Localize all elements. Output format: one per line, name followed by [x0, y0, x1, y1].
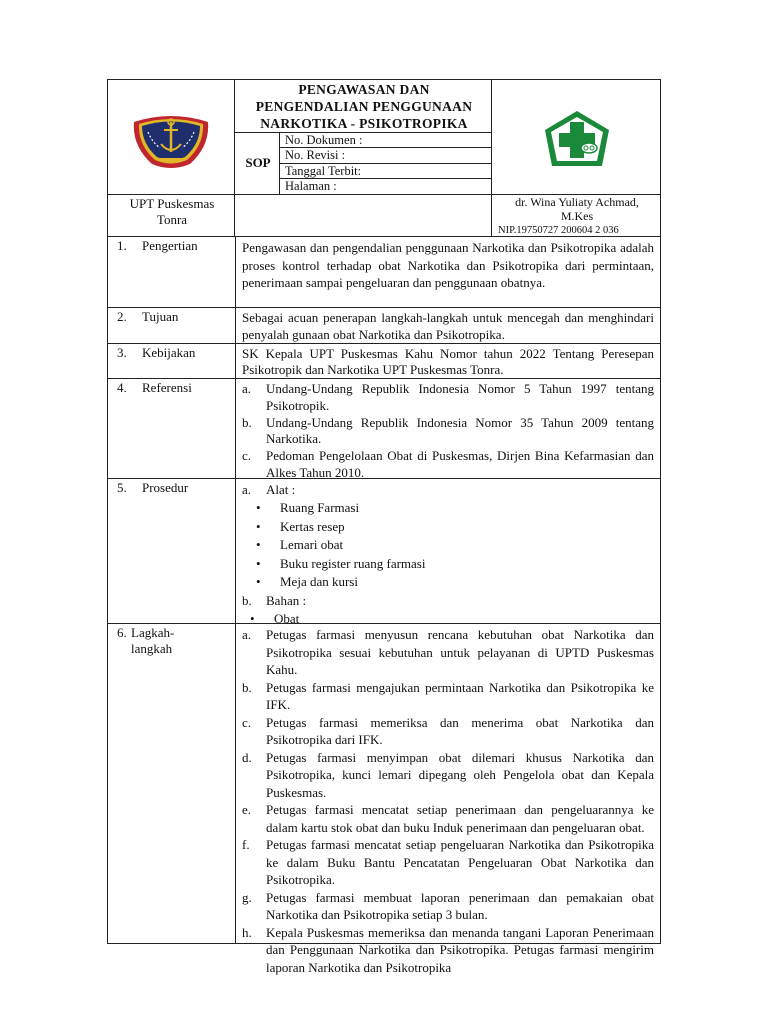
list-text: Petugas farmasi mencatat setiap penerimaan dan pengeluarannya ke dalam kartu stok obat dan buku Induk penerimaan dan pengeluaran obat. [266, 802, 654, 835]
list-text: Kepala Puskesmas memeriksa dan menanda tangani Laporan Penerimaan dan Penggunaan Narkotika dan Psikotropika. Petugas farmasi mengirim laporan Narkotika dan Psikotropika [266, 924, 654, 975]
section-text: Pengawasan dan pengendalian penggunaan Narkotika dan Psikotropika adalah proses kontrol terhadap obat Narkotika dan Psikotropika dari permintaan, penerimaan sampai pengeluaran dan penggunaan obatnya. [235, 237, 660, 307]
title-line: NARKOTIKA - PSIKOTROPIKA [260, 116, 468, 131]
bullet-icon: • [256, 574, 261, 589]
section-label [108, 308, 234, 325]
bullet-item [242, 573, 654, 592]
procedure-list [235, 479, 660, 626]
regional-emblem-logo [130, 108, 212, 172]
sop-body-table [107, 236, 661, 975]
list-text: Petugas farmasi mencatat setiap pengeluaran Narkotika dan Psikotropika ke dalam Buku Bantu Pencatatan Pengeluaran Obat Narkotika dan Psikotropika. [266, 837, 654, 887]
list-item [242, 924, 654, 977]
signer-degree: M.Kes [560, 209, 594, 223]
list-item [242, 626, 654, 679]
bullet-text: Lemari obat [280, 537, 344, 552]
list-item [242, 836, 654, 889]
list-item [242, 801, 654, 836]
list-item [242, 448, 654, 482]
bullet-item [242, 499, 654, 518]
section-referensi [108, 378, 660, 478]
list-item [242, 889, 654, 924]
bullet-text: Buku register ruang farmasi [280, 555, 426, 571]
section-title: langkah [131, 641, 173, 656]
list-marker: e. [242, 802, 252, 817]
section-label [108, 479, 234, 496]
doc-number-field: No. Dokumen : [285, 133, 363, 147]
list-marker: b. [242, 414, 252, 430]
list-item [242, 415, 654, 449]
org-line: Tonra [156, 212, 188, 227]
signer-name: dr. Wina Yuliaty Achmad, [515, 195, 639, 209]
steps-list [235, 624, 660, 975]
list-item [242, 481, 654, 499]
list-item [242, 592, 654, 610]
list-marker: a. [242, 381, 252, 396]
list-item [242, 714, 654, 749]
sop-label: SOP [245, 155, 271, 170]
list-text: Pedoman Pengelolaan Obat di Puskesmas, Dirjen Bina Kefarmasian dan Alkes Tahun 2010. [266, 448, 654, 480]
section-label [108, 624, 234, 657]
list-item [242, 381, 654, 415]
signer-block [492, 194, 662, 238]
document-title [236, 80, 492, 132]
list-item [242, 749, 654, 802]
list-text: Undang-Undang Republik Indonesia Nomor 5 Tahun 1997 tentang Psikotropik. [266, 381, 654, 413]
section-langkah [108, 623, 660, 975]
section-pengertian [108, 236, 660, 307]
list-marker: c. [242, 448, 252, 464]
section-kebijakan [108, 343, 660, 378]
bullet-icon: • [256, 518, 261, 534]
list-marker: g. [242, 889, 252, 905]
list-text: Petugas farmasi memeriksa dan menerima obat Narkotika dan Psikotropika dari IFK. [266, 714, 654, 747]
section-label [108, 379, 234, 396]
section-tujuan [108, 307, 660, 343]
bullet-icon: • [256, 537, 261, 552]
issue-date-field: Tanggal Terbit: [285, 164, 362, 178]
section-label [108, 344, 234, 361]
list-item [242, 679, 654, 714]
bullet-text: Meja dan kursi [280, 574, 358, 589]
bullet-icon: • [256, 555, 261, 571]
list-marker: d. [242, 749, 252, 765]
bullet-item [242, 555, 654, 574]
section-number: 1. [117, 238, 127, 253]
list-marker: b. [242, 679, 252, 695]
list-text: Petugas farmasi membuat laporan penerimaan dan pemakaian obat Narkotika dan Psikotropika setiap 3 bulan. [266, 889, 654, 922]
section-number: 3. [117, 345, 127, 360]
list-marker: b. [242, 592, 252, 608]
bullet-text: Kertas resep [280, 518, 345, 534]
bullet-icon: • [256, 500, 261, 515]
section-title: Pengertian [142, 238, 198, 253]
signer-nip: NIP.19750727 200604 2 036 [498, 225, 619, 236]
title-line: PENGENDALIAN PENGGUNAAN [255, 99, 473, 114]
section-text: Sebagai acuan penerapan langkah-langkah untuk mencegah dan menghindari penyalah gunaan obat Narkotika dan Psikotropika. [235, 308, 660, 343]
list-marker: a. [242, 482, 252, 497]
page-field: Halaman : [285, 179, 337, 193]
section-text: SK Kepala UPT Puskesmas Kahu Nomor tahun 2022 Tentang Peresepan Psikotropik dan Narkotika UPT Puskesmas Tonra. [235, 344, 660, 378]
section-title: Kebijakan [142, 345, 196, 360]
revision-field: No. Revisi : [285, 148, 346, 162]
organization-name [108, 194, 236, 228]
section-number: 6. [117, 625, 127, 640]
section-number: 2. [117, 309, 127, 324]
bullet-text: Ruang Farmasi [280, 500, 360, 515]
puskesmas-logo [540, 108, 614, 174]
org-line: UPT Puskesmas [129, 196, 215, 211]
list-text: Petugas farmasi mengajukan permintaan Narkotika dan Psikotropika ke IFK. [266, 679, 654, 712]
section-title: Referensi [142, 380, 192, 395]
list-marker: a. [242, 627, 252, 642]
list-text: Bahan : [266, 592, 307, 608]
bullet-icon: • [250, 610, 255, 626]
section-title: Lagkah- [131, 625, 175, 640]
list-text: Petugas farmasi menyusun rencana kebutuhan obat Narkotika dan Psikotropika sesuai kebutuhan untuk pelayanan di UPTD Puskesmas Kahu. [266, 627, 654, 677]
section-number: 5. [117, 480, 127, 495]
list-marker: c. [242, 714, 252, 730]
sop-header-table [107, 79, 661, 237]
list-text: Alat : [266, 482, 296, 497]
bullet-item [242, 518, 654, 537]
bullet-text: Obat [274, 610, 300, 626]
title-line: PENGAWASAN DAN [298, 82, 430, 97]
list-marker: f. [242, 837, 250, 852]
section-label [108, 237, 234, 254]
section-title: Tujuan [142, 309, 179, 324]
reference-list [235, 379, 660, 478]
list-marker: h. [242, 924, 252, 940]
section-number: 4. [117, 380, 127, 395]
list-text: Petugas farmasi menyimpan obat dilemari khusus Narkotika dan Psikotropika, kunci lemari dipegang oleh Pengelola obat dan Kepala Puskesmas. [266, 749, 654, 800]
list-text: Undang-Undang Republik Indonesia Nomor 35 Tahun 2009 tentang Narkotika. [266, 414, 654, 447]
section-prosedur [108, 478, 660, 626]
section-title: Prosedur [142, 480, 189, 495]
bullet-item [242, 536, 654, 555]
